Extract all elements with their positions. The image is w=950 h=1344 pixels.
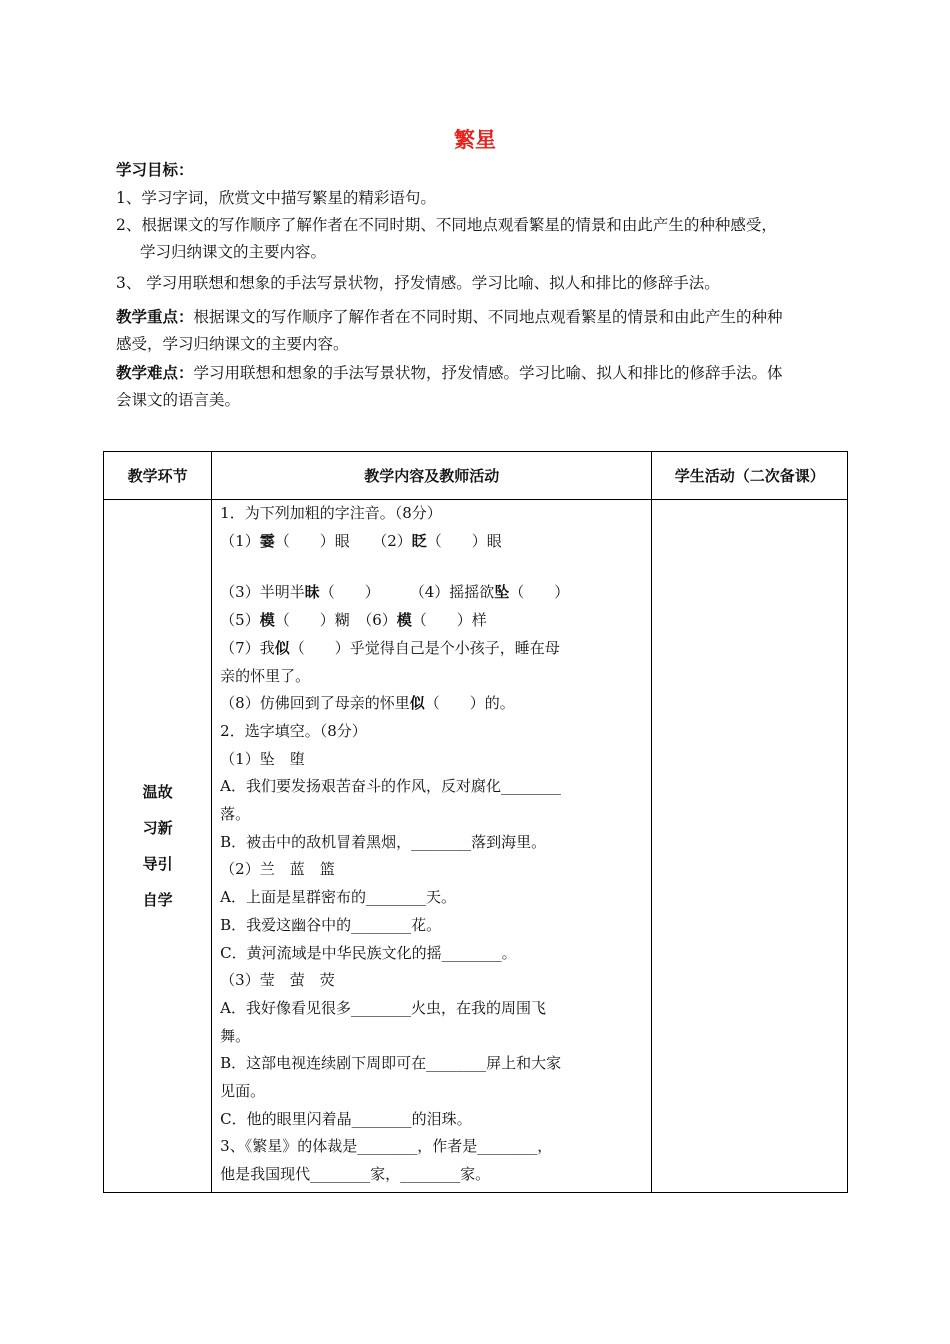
q2-item: C．他的眼里闪着晶________的泪珠。 <box>220 1109 472 1128</box>
q1-text: （ ）糊 （6） <box>274 611 397 630</box>
q1-text: （5） <box>220 611 260 630</box>
difficulty-cont: 会课文的语言美。 <box>116 391 241 409</box>
objective-item: 1、学习字词，欣赏文中描写繁星的精彩语句。 <box>116 189 436 207</box>
q1-text: （ ）的。 <box>424 694 515 713</box>
q1-text: （ ）眼 <box>426 531 502 550</box>
q2-item: A．我们要发扬艰苦奋斗的作风，反对腐化________ <box>220 777 561 796</box>
q1-text: （ ）乎觉得自己是个小孩子，睡在母 <box>289 638 560 657</box>
q3-item: 他是我国现代________家，________家。 <box>220 1165 491 1184</box>
q1-text: （ ）样 <box>411 611 487 630</box>
q1-row: 亲的怀里了。 <box>220 666 311 685</box>
objective-item: 学习归纳课文的主要内容。 <box>140 243 327 261</box>
q2-item: 见面。 <box>220 1082 266 1101</box>
key-point-cont: 感受，学习归纳课文的主要内容。 <box>116 335 349 353</box>
stage-line: 习新 <box>142 819 173 837</box>
difficulty-label: 教学难点： <box>116 364 194 382</box>
header-student: 学生活动（二次备课） <box>652 452 848 500</box>
q1-bold-char: 眨 <box>411 531 427 550</box>
q1-row <box>220 528 643 556</box>
objectives-heading: 学习目标： <box>116 161 194 179</box>
student-activity-cell <box>652 500 848 1193</box>
q3-item: 3、《繁星》的体裁是________，作者是________， <box>220 1137 553 1156</box>
q1-text: （ ）眼 （2） <box>274 531 412 550</box>
q1-bold-char: 霎 <box>259 531 275 550</box>
q1-bold-char: 模 <box>259 611 275 630</box>
q2-item: A．上面是星群密布的________天。 <box>220 888 456 907</box>
q2-item: 落。 <box>220 805 251 824</box>
q2-item: B．这部电视连续剧下周即可在________屏上和大家 <box>220 1054 562 1073</box>
key-point-label: 教学重点： <box>116 308 194 326</box>
q2-item: B．我爱这幽谷中的________花。 <box>220 915 442 934</box>
q1-text: （8）仿佛回到了母亲的怀里 <box>220 694 410 713</box>
q1-text: （1） <box>220 531 260 550</box>
difficulty <box>116 363 783 383</box>
q2-item: A．我好像看见很多________火虫，在我的周围飞 <box>220 998 546 1017</box>
q1-text: （ ） （4）摇摇欲 <box>319 583 495 602</box>
q1-text: （ ） <box>509 583 570 602</box>
spacer <box>220 555 643 579</box>
lesson-table <box>103 451 848 1193</box>
stage-cell <box>104 500 212 1193</box>
difficulty-text: 学习用联想和想象的手法写景状物，抒发情感。学习比喻、拟人和排比的修辞手法。体 <box>193 364 783 382</box>
q2-item: C．黄河流域是中华民族文化的摇________。 <box>220 943 517 962</box>
q2-item: B．被击中的敌机冒着黑烟，________落到海里。 <box>220 832 547 851</box>
q1-bold-char: 坠 <box>494 583 510 602</box>
q1-row <box>220 607 643 635</box>
key-point-text: 根据课文的写作顺序了解作者在不同时期、不同地点观看繁星的情景和由此产生的种种 <box>193 308 783 326</box>
stage-line: 导引 <box>142 855 173 873</box>
q1-text: （3）半明半 <box>220 583 305 602</box>
q2-group: （3）莹 萤 荧 <box>220 971 335 990</box>
content-cell <box>212 500 652 1193</box>
key-point <box>116 307 783 327</box>
q1-bold-char: 模 <box>396 611 412 630</box>
header-content: 教学内容及教师活动 <box>212 452 652 500</box>
q1-title: 1．为下列加粗的字注音。（8分） <box>220 504 442 522</box>
q2-group: （2）兰 蓝 篮 <box>220 860 335 879</box>
q2-title: 2．选字填空。（8分） <box>220 721 367 740</box>
q2-group: （1）坠 堕 <box>220 749 305 768</box>
q1-bold-char: 似 <box>409 694 425 713</box>
objective-item: 3、 学习用联想和想象的手法写景状物，抒发情感。学习比喻、拟人和排比的修辞手法。 <box>116 274 720 292</box>
q1-bold-char: 似 <box>274 638 290 657</box>
stage-line: 自学 <box>142 891 173 909</box>
q1-text: （7）我 <box>220 638 275 657</box>
header-stage: 教学环节 <box>104 452 212 500</box>
q1-row <box>220 690 643 718</box>
page-title: 繁星 <box>454 128 496 152</box>
stage-line: 温故 <box>142 783 173 801</box>
q1-row <box>220 635 643 663</box>
q2-item: 舞。 <box>220 1026 251 1045</box>
q1-bold-char: 昧 <box>304 583 320 602</box>
objective-item: 2、根据课文的写作顺序了解作者在不同时期、不同地点观看繁星的情景和由此产生的种种感受， <box>116 216 777 234</box>
q1-row <box>220 579 643 607</box>
